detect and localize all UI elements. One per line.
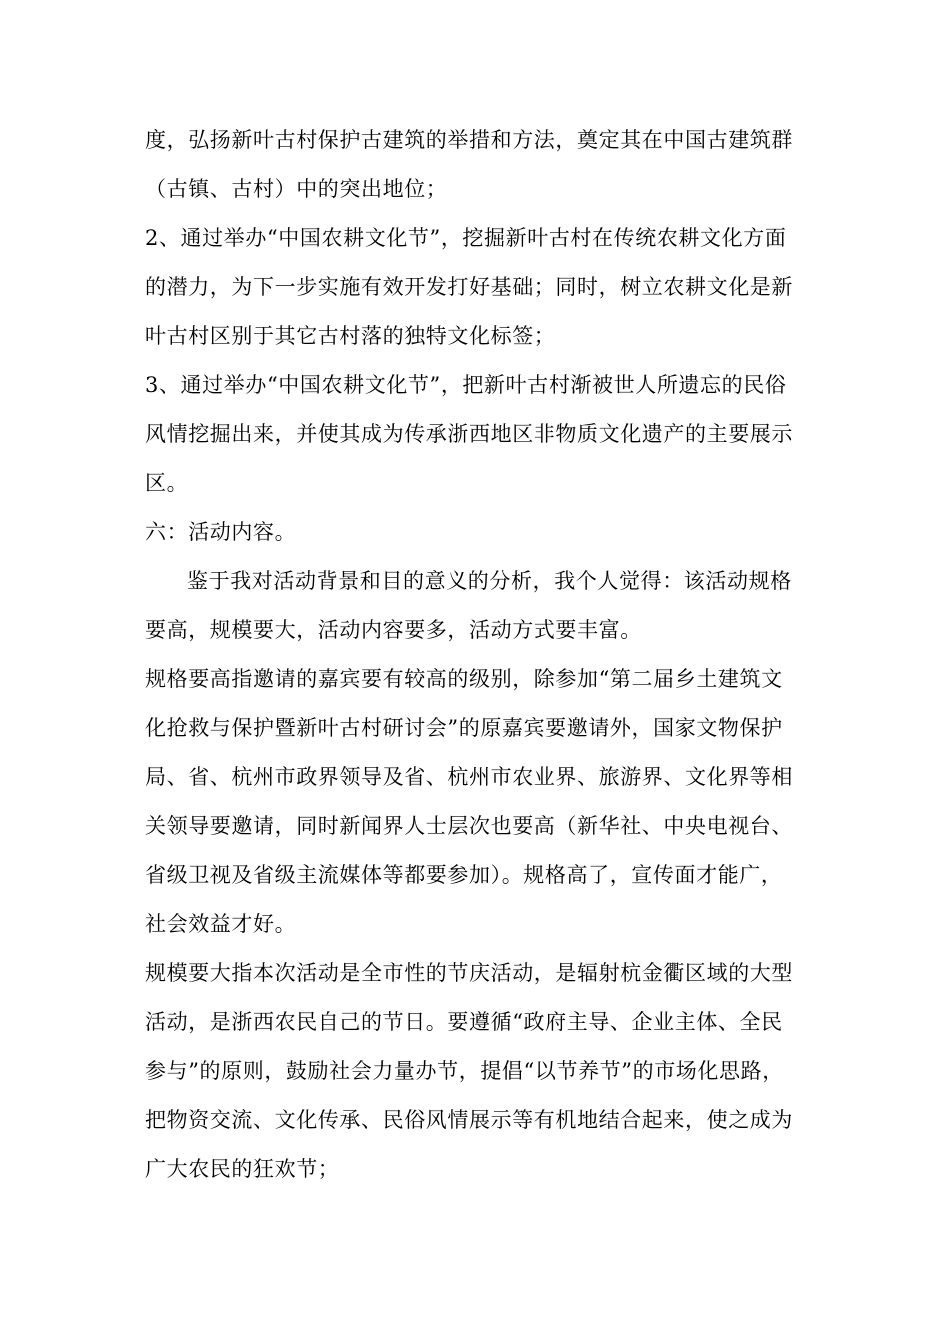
text-line: 活动，是浙西农民自己的节日。要遵循“政府主导、企业主体、全民: [145, 1010, 783, 1034]
text-line: 局、省、杭州市政界领导及省、杭州市农业界、旅游界、文化界等相: [145, 765, 793, 789]
section-heading: 六：活动内容。: [145, 520, 297, 544]
text-line: （古镇、古村）中的突出地位；: [145, 177, 448, 201]
text-line: 广大农民的狂欢节；: [145, 1157, 340, 1181]
text-line: 度，弘扬新叶古村保护古建筑的举措和方法，奠定其在中国古建筑群: [145, 128, 793, 152]
paragraph-first-line: 鉴于我对活动背景和目的意义的分析，我个人觉得：该活动规格: [187, 569, 792, 593]
text-line: 规格要高指邀请的嘉宾要有较高的级别，除参加“第二届乡土建筑文: [145, 667, 783, 691]
text-line: 的潜力，为下一步实施有效开发打好基础；同时，树立农耕文化是新: [145, 275, 793, 299]
text-line: 关领导要邀请，同时新闻界人士层次也要高（新华社、中央电视台、: [145, 814, 793, 838]
text-line: 化抢救与保护暨新叶古村研讨会”的原嘉宾要邀请外，国家文物保护: [145, 716, 783, 740]
document-body: [145, 116, 810, 1194]
list-item-2: 2、通过举办“中国农耕文化节”，挖掘新叶古村在传统农耕文化方面: [145, 226, 787, 250]
text-line: 社会效益才好。: [145, 912, 297, 936]
text-line: 规模要大指本次活动是全市性的节庆活动，是辐射杭金衢区域的大型: [145, 961, 793, 985]
text-line: 区。: [145, 471, 189, 495]
text-line: 叶古村区别于其它古村落的独特文化标签；: [145, 324, 556, 348]
text-line: 风情挖掘出来，并使其成为传承浙西地区非物质文化遗产的主要展示: [145, 422, 793, 446]
text-line: 省级卫视及省级主流媒体等都要参加）。规格高了，宣传面才能广，: [145, 863, 783, 887]
text-line: 参与”的原则，鼓励社会力量办节，提倡“以节养节”的市场化思路，: [145, 1059, 784, 1083]
text-line: 要高，规模要大，活动内容要多，活动方式要丰富。: [145, 618, 642, 642]
text-line: 把物资交流、文化传承、民俗风情展示等有机地结合起来，使之成为: [145, 1108, 793, 1132]
list-item-3: 3、通过举办“中国农耕文化节”，把新叶古村渐被世人所遗忘的民俗: [145, 373, 787, 397]
